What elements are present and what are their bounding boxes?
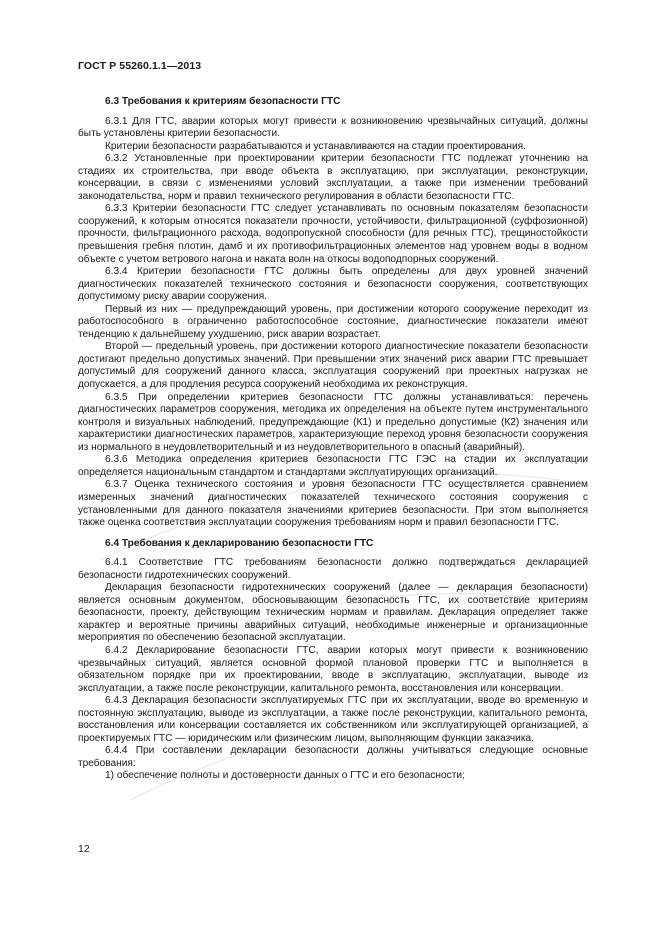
paragraph: Декларация безопасности гидротехнических сооружений (далее — декларация безопасности) является основным документом, обосновывающим безопасность ГТС, их соответствие критериям безопасности, проекту, действующим техническим нормам и правилам. Декларация определяет также характер и вероятные причины аварийных ситуаций, необходимые инженерные и организационные мероприятия по обеспечению безопасной эксплуатации. [78, 582, 588, 644]
section-heading-6-3: 6.3 Требования к критериям безопасности ГТС [105, 96, 341, 107]
list-item: 1) обеспечение полноты и достоверности данных о ГТС и его безопасности; [105, 770, 465, 782]
paragraph-6-3-3: 6.3.3 Критерии безопасности ГТС следует устанавливать по основным показателям безопасности сооружений, к которым относятся показатели прочности, устойчивости, фильтрационной (суффозионной) прочности, фильтрационного расхода, водопропускной способности (для речных ГТС), трещиностойкости превышения гребня плотин, дамб и их противофильтрационных элементов над уровнем воды в водном объекте с учетом ветрового нагона и наката волн на откосы водоподпорных сооружений. [78, 203, 588, 265]
paragraph-6-3-2: 6.3.2 Установленные при проектировании критерии безопасности ГТС подлежат уточнению на стадиях их строительства, при вводе объекта в эксплуатацию, при эксплуатации, реконструкции, консервации, в связи с изменениями условий эксплуатации, а также при изменении требований законодательства, норм и правил технического регулирования в области безопасности ГТС. [78, 153, 588, 202]
standard-header: ГОСТ Р 55260.1.1—2013 [78, 60, 202, 72]
paragraph-6-3-5: 6.3.5 При определении критериев безопасности ГТС должны устанавливаться: перечень диагностических параметров сооружения, методика их определения на объекте путем инструментального контроля и визуальных наблюдений, предупреждающие (К1) и предельно допустимые (К2) значения или характеристики диагностических параметров, характеризующие переход уровня безопасности сооружения из нормального в неудовлетворительный и из неудовлетворительного в опасный (аварийный). [78, 391, 588, 453]
paragraph-6-3-1: 6.3.1 Для ГТС, аварии которых могут привести к возникновению чрезвычайных ситуаций, должны быть установлены критерии безопасности. [78, 115, 588, 140]
paragraph-6-4-1: 6.4.1 Соответствие ГТС требованиям безопасности должно подтверждаться декларацией безопасности гидротехнических сооружений. [78, 557, 588, 581]
paragraph-6-3-4: 6.3.4 Критерии безопасности ГТС должны быть определены для двух уровней значений диагностических показателей технического состояния и безопасности сооружения, соответствующих допустимому риску аварии сооружения. [78, 266, 588, 303]
paragraph: Первый из них — предупреждающий уровень, при достижении которого сооружение переходит из работоспособного в ограниченно работоспособное состояние, диагностические показатели имеют тенденцию к дальнейшему ухудшению, риск аварии возрастает. [78, 303, 588, 340]
page-number: 12 [78, 843, 90, 855]
paragraph-6-3-7: 6.3.7 Оценка технического состояния и уровня безопасности ГТС осуществляется сравнением измеренных значений диагностических показателей технического состояния сооружения с установленными для данного показателя значениями критериев безопасности. При этом выполняется также оценка соответствия эксплуатации сооружения требованиям норм и правил безопасности ГТС. [78, 479, 588, 529]
document-body [78, 96, 588, 783]
section-heading-6-4: 6.4 Требования к декларированию безопасности ГТС [105, 537, 374, 549]
paragraph-6-3-6: 6.3.6 Методика определения критериев безопасности ГТС ГЭС на стадии их эксплуатации определяется национальным стандартом и стандартами эксплуатирующих организаций. [78, 454, 588, 478]
paragraph-6-4-3: 6.4.3 Декларация безопасности эксплуатируемых ГТС при их эксплуатации, вводе во временную и постоянную эксплуатацию, выводе из эксплуатации, а также после реконструкции, капитального ремонта, восстановления или консервации составляется их собственником или эксплуатирующей организацией, а проектируемых ГТС — юридическим или физическим лицом, выполняющим функции заказчика. [78, 695, 588, 744]
paragraph: Критерии безопасности разрабатываются и устанавливаются на стадии проектирования. [105, 140, 526, 152]
paragraph: Второй — предельный уровень, при достижении которого диагностические показатели безопасности достигают предельно допустимых значений. При превышении этих значений риск аварии ГТС превышает допустимый для сооружений данного класса, эксплуатация сооружений при проектных нагрузках не допускается, а для продления ресурса сооружений необходима их реконструкция. [78, 341, 588, 391]
paragraph-6-4-2: 6.4.2 Декларирование безопасности ГТС, аварии которых могут привести к возникновению чрезвычайных ситуаций, является основной формой плановой проверки ГТС и выполняется в обязательном порядке при их проектировании, вводе в эксплуатацию, эксплуатации, выводе из эксплуатации, а также после реконструкции, капитального ремонта, восстановления или консервации. [78, 644, 588, 694]
paragraph-6-4-4: 6.4.4 При составлении декларации безопасности должны учитываться следующие основные требования: [78, 745, 588, 769]
